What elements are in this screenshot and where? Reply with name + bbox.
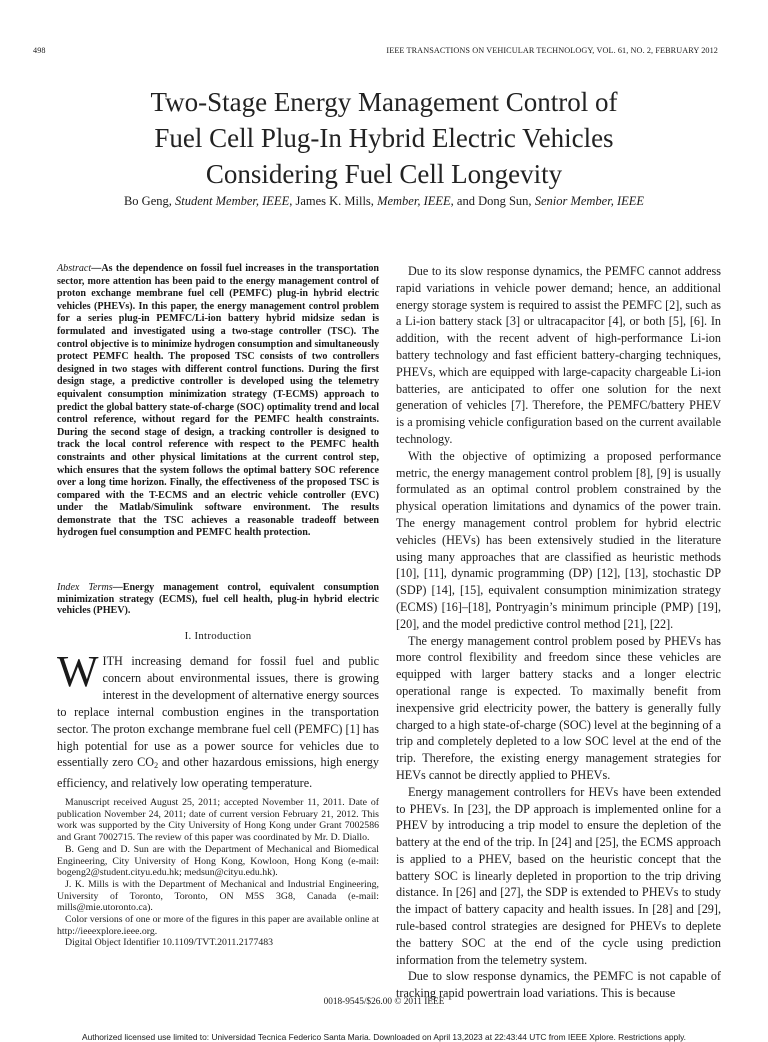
abstract-text: —As the dependence on fossil fuel increases in the transportation sector, more attention has been paid to the energy management control of proton exchange membrane fuel cell (PEMFC) plug-in hybrid electric vehicles (PHEVs). In this paper, the energy management control problem for a series plug-in PEMFC/Li-ion battery hybrid midsize sedan is formulated and investigated using a two-stage controller (TSC). The control objective is to minimize hydrogen consumption and simultaneously protect PEMFC health. The proposed TSC consists of two controllers designed in two stages with different control functions. During the first design stage, a predictive controller is developed using the telemetry equivalent consumption minimization strategy (T-ECMS) approach to predict the global battery state-of-charge (SOC) optimality trend and local control reference, without regard for the PEMFC health constraints. During the second stage of design, a tracking controller is designed to track the local control reference with respect to the PEMFC health constraints and other physical limitations at the current control step, which ensures that the system follows the optimal battery SOC reference over a long time horizon. Finally, the effectiveness of the proposed TSC is compared with the T-ECMS and an electric vehicle controller (EVC) under the Matlab/Simulink software environment. The results demonstrate that the TSC achieves a reasonable tradeoff between hydrogen fuel consumption and PEMFC health protection. bbox=[57, 263, 379, 539]
abstract-label: Abstract bbox=[57, 263, 92, 274]
footnote: Color versions of one or more of the figures in this paper are available online at http://ieeexplore.ieee.org. bbox=[57, 914, 379, 937]
footnote: B. Geng and D. Sun are with the Department of Mechanical and Biomedical Engineering, City University of Hong Kong, Kowloon, Hong Kong (e-mail: bogeng2@student.cityu.edu.hk; medsun@cityu.edu.hk). bbox=[57, 843, 379, 879]
page-number: 498 bbox=[33, 46, 46, 55]
body-paragraph: With the objective of optimizing a proposed performance metric, the energy management control problem [8], [9] is usually formulated as an optimal control problem constrained by the physical operation limitations and dynamics of the power train. The energy management control problem for hybrid electric vehicles (HEVs) has been extensively studied in the literature using many approaches that are classified as heuristic methods [10], [11], dynamic programming (DP) [12], [13], stochastic DP (SDP) [14], [15], equivalent consumption minimization strategy (ECMS) [16]–[18], Pontryagin’s minimum principle (PMP) [19], [20], and the model predictive control method [21], [22]. bbox=[396, 448, 721, 631]
right-column bbox=[396, 263, 721, 1002]
title-line: Fuel Cell Plug-In Hybrid Electric Vehicles bbox=[154, 123, 614, 153]
intro-text-cont: and other hazardous emissions, high energy efficiency, and relatively low operating temperature. bbox=[57, 755, 379, 791]
title-line: Considering Fuel Cell Longevity bbox=[205, 159, 563, 189]
abstract bbox=[57, 263, 379, 540]
copyright-line: 0018-9545/$26.00 © 2011 IEEE bbox=[323, 997, 445, 1007]
author-name: Bo Geng, bbox=[123, 194, 175, 208]
footnote-doi: Digital Object Identifier 10.1109/TVT.2011.2177483 bbox=[65, 937, 274, 949]
footnotes bbox=[57, 797, 379, 949]
author-name: , James K. Mills, bbox=[289, 194, 378, 208]
body-paragraph: The energy management control problem posed by PHEVs has more control flexibility and freedom since these vehicles are equipped with larger battery stacks and a longer electric operational range is expected. To maximally benefit from inexpensive grid electricity power, the battery is generally fully charged to a high state-of-charge (SOC) level at the beginning of a trip and completely depleted to a low SOC level at the end of the trip. Therefore, the existing energy management strategies for HEVs cannot be directly applied to PHEVs. bbox=[396, 633, 721, 782]
author-membership: Student Member, IEEE bbox=[175, 194, 290, 208]
author-list bbox=[0, 194, 768, 209]
title-line: Two-Stage Energy Management Control of bbox=[150, 87, 618, 117]
footnote: J. K. Mills is with the Department of Mechanical and Industrial Engineering, University of Toronto, Toronto, ON M5S 3G8, Canada (e-mail: mills@mie.utoronto.ca). bbox=[57, 878, 379, 914]
subscript: 2 bbox=[154, 761, 159, 771]
footnote: Manuscript received August 25, 2011; accepted November 11, 2011. Date of publication November 24, 2011; date of current version February 21, 2012. This work was supported by the City University of Hong Kong under Grant 7002586 and Grant 7002715. The review of this paper was coordinated by Mr. D. Diallo. bbox=[57, 797, 379, 844]
running-header bbox=[33, 46, 718, 55]
license-notice: Authorized licensed use limited to: Universidad Tecnica Federico Santa Maria. Downloaded on April 13,2023 at 22:43:44 UTC from IEEE Xplore. Restrictions apply. bbox=[82, 1032, 686, 1042]
paper-title bbox=[0, 84, 768, 192]
index-terms-text: —Energy management control, equivalent consumption minimization strategy (ECMS), fuel cell health, plug-in hybrid electric vehicles (PHEV). bbox=[57, 582, 379, 617]
index-terms-label: Index Terms bbox=[57, 582, 113, 593]
body-paragraph: Due to its slow response dynamics, the PEMFC cannot address rapid variations in vehicle power demand; hence, an additional energy storage system is required to assist the PEMFC [2], such as a Li-ion battery stack [3] or ultracapacitor [4], or both [5], [6]. In addition, with the recent advent of high-performance Li-ion battery technology and fast efficient battery-charging techniques, PHEVs, which are equipped with large-capacity chargeable Li-ion batteries, are anticipated to offer one solution for the next generation of vehicles [7]. Therefore, the PEMFC/battery PHEV is a promising vehicle configuration based on the current available technology. bbox=[396, 264, 721, 446]
author-membership: Member, IEEE bbox=[377, 194, 451, 208]
author-membership: Senior Member, IEEE bbox=[534, 194, 645, 208]
body-paragraph: Energy management controllers for HEVs have been extended to PHEVs. In [23], the DP approach is implemented online for a PHEV by introducing a trip model to ensure the depletion of the battery at the end of the trip. In [24] and [25], the ECMS approach is applied to a PHEV, based on the heuristic concept that the battery SOC is linearly depleted in proportion to the trip driving distance. In [26] and [27], the SDP is extended to PHEVs to study the impact of battery capacity and health issues. In [28] and [29], rule-based control strategies are designed for PHEVs to deplete the battery SOC at the end of the cycle using prediction information from the telemetry system. bbox=[396, 784, 721, 967]
body-paragraph: Due to slow response dynamics, the PEMFC is not capable of tracking rapid powertrain load variations. This is because bbox=[396, 969, 721, 1001]
intro-paragraph bbox=[57, 647, 379, 792]
section-heading: I. Introduction bbox=[184, 630, 252, 642]
index-terms bbox=[57, 582, 379, 617]
author-name: , and Dong Sun, bbox=[450, 194, 535, 208]
journal-name: IEEE TRANSACTIONS ON VEHICULAR TECHNOLOGY, VOL. 61, NO. 2, FEBRUARY 2012 bbox=[386, 46, 718, 55]
intro-text: ITH increasing demand for fossil fuel and public concern about environmental issues, there is growing interest in the development of alternative energy sources to replace internal combustion engines in the transportation sector. The proton exchange membrane fuel cell (PEMFC) [1] has high potential for use as a power source for vehicles due to essentially zero CO bbox=[57, 654, 379, 770]
drop-cap: W bbox=[57, 647, 99, 696]
